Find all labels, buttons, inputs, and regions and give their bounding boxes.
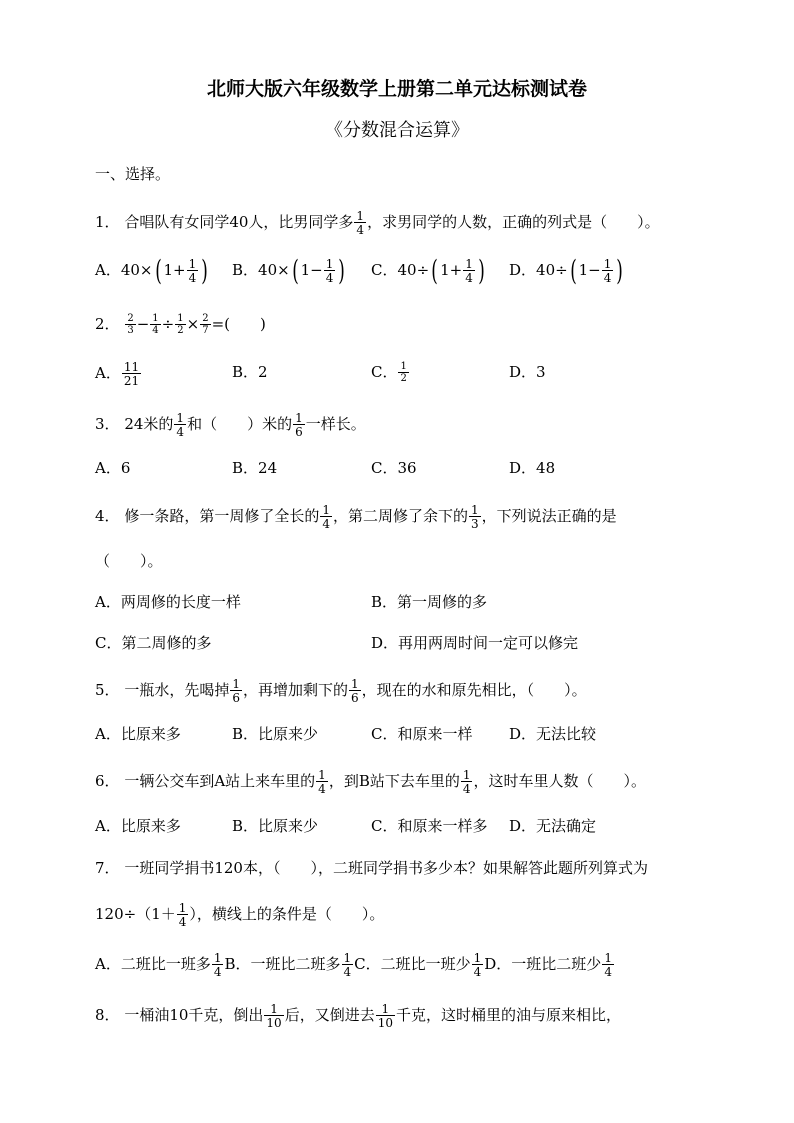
q2-option-c[interactable]: C． $\frac{1}{2}$	[371, 361, 407, 384]
q1-option-a[interactable]: A．40×( 1+ $\frac{1}{4}$ )	[95, 254, 208, 287]
section-heading: 一、选择。	[95, 165, 171, 183]
q5-option-d[interactable]: D．无法比较	[509, 725, 597, 743]
question-number: 1．	[95, 213, 120, 231]
question-4-answer-blank: （ ）。	[95, 552, 163, 570]
question-number: 6．	[95, 772, 120, 790]
q3-option-a[interactable]: A．6	[95, 459, 131, 477]
question-8: 8． 一桶油10千克，倒出 $\frac{1}{10}$ 后，又倒进去 $\frac{1}{10}$ 千克，这时桶里的油与原来相比，	[95, 1002, 622, 1030]
q4-option-d[interactable]: D．再用两周时间一定可以修完	[371, 634, 579, 652]
q1-option-c[interactable]: C．40÷( 1+ $\frac{1}{4}$ )	[371, 254, 485, 287]
question-number: 8．	[95, 1006, 120, 1024]
q6-option-c[interactable]: C．和原来一样多	[371, 817, 488, 835]
question-text: 合唱队有女同学40人，比男同学多	[124, 213, 354, 231]
q3-option-c[interactable]: C．36	[371, 459, 417, 477]
q5-option-c[interactable]: C．和原来一样	[371, 725, 473, 743]
q7-options-row	[95, 952, 615, 978]
fraction: $\frac{1}{4}$	[356, 209, 365, 237]
page-subtitle: 《分数混合运算》	[325, 120, 469, 141]
q5-option-a[interactable]: A．比原来多	[95, 725, 181, 743]
question-7-expression: 120÷（1＋ $\frac{1}{4}$ ），横线上的条件是（ ）。	[95, 901, 385, 929]
q6-option-d[interactable]: D．无法确定	[509, 817, 597, 835]
q4-option-c[interactable]: C．第二周修的多	[95, 634, 212, 652]
question-number: 7．	[95, 859, 120, 877]
question-number: 4．	[95, 507, 120, 525]
q7-option-d[interactable]: D．一班比二班少 $\frac{1}{4}$	[484, 951, 612, 979]
question-number: 5．	[95, 681, 120, 699]
question-3: 3． 24米的 $\frac{1}{4}$ 和（ ）米的 $\frac{1}{6}$ 一样长。	[95, 411, 366, 439]
q3-option-b[interactable]: B．24	[232, 459, 278, 477]
q4-option-a[interactable]: A．两周修的长度一样	[95, 593, 241, 611]
q4-option-b[interactable]: B．第一周修的多	[371, 593, 488, 611]
question-1	[95, 210, 660, 236]
question-number: 3．	[95, 415, 120, 433]
q6-option-a[interactable]: A．比原来多	[95, 817, 181, 835]
question-text: ，求男同学的人数，正确的列式是（ ）。	[367, 213, 660, 231]
question-7: 7． 一班同学捐书120本，（ ），二班同学捐书多少本？如果解答此题所列算式为	[95, 859, 648, 877]
q5-option-b[interactable]: B．比原来少	[232, 725, 319, 743]
question-number: 2．	[95, 315, 120, 333]
q7-option-c[interactable]: C．二班比一班少 $\frac{1}{4}$	[354, 951, 482, 979]
q6-option-b[interactable]: B．比原来少	[232, 817, 319, 835]
q3-option-d[interactable]: D．48	[509, 459, 556, 477]
q7-option-a[interactable]: A．二班比一班多 $\frac{1}{4}$	[95, 951, 222, 979]
q7-option-b[interactable]: B．一班比二班多 $\frac{1}{4}$	[224, 951, 352, 979]
q2-option-b[interactable]: B．2	[232, 363, 268, 381]
question-4: 4． 修一条路，第一周修了全长的 $\frac{1}{4}$ ，第二周修了余下的 $\frac{1}{3}$ ，下列说法正确的是	[95, 503, 617, 531]
q2-option-a[interactable]: A． $\frac{11}{21}$	[95, 360, 140, 388]
q2-option-d[interactable]: D．3	[509, 363, 546, 381]
question-5: 5． 一瓶水，先喝掉 $\frac{1}{6}$ ，再增加剩下的 $\frac{1}{6}$ ，现在的水和原先相比，（ ）。	[95, 677, 587, 705]
q1-option-b[interactable]: B．40×( 1− $\frac{1}{4}$ )	[232, 254, 346, 287]
page-title: 北师大版六年级数学上册第二单元达标测试卷	[206, 78, 587, 100]
question-2: 2． $\frac{2}{3}$ − $\frac{1}{4}$ ÷ $\frac{1}{2}$ × $\frac{2}{7}$ =( )	[95, 313, 266, 336]
q1-option-d[interactable]: D．40÷( 1− $\frac{1}{4}$ )	[509, 254, 624, 287]
question-6: 6． 一辆公交车到A站上来车里的 $\frac{1}{4}$ ，到B站下去车里的 $\frac{1}{4}$ ，这时车里人数（ ）。	[95, 768, 646, 796]
